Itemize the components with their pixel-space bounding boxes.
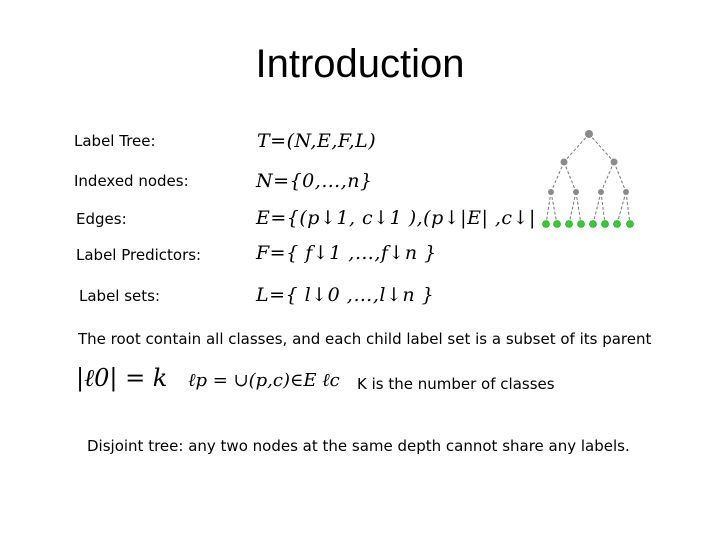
indexed-nodes-label: Indexed nodes: bbox=[74, 172, 189, 190]
edges-formula: E={(p↓1, c↓1 ),(p↓|E| ,c↓| bbox=[256, 207, 536, 229]
root-size-formula: |ℓ0| = k bbox=[76, 364, 168, 392]
label-tree-formula: T=(N,E,F,L) bbox=[257, 130, 377, 152]
indexed-nodes-formula: N={0,…,n} bbox=[256, 170, 373, 192]
label-tree-diagram-icon bbox=[536, 124, 646, 234]
tree-internal-nodes bbox=[548, 130, 629, 195]
label-sets-formula: L={ l↓0 ,…,l↓n } bbox=[256, 284, 435, 306]
classes-note: K is the number of classes bbox=[357, 375, 555, 393]
tree-edges bbox=[546, 134, 630, 224]
label-predictors-formula: F={ f↓1 ,…,f↓n } bbox=[256, 242, 437, 264]
label-tree-label: Label Tree: bbox=[74, 132, 156, 150]
slide-title: Introduction bbox=[255, 42, 465, 86]
tree-leaf-nodes bbox=[543, 221, 634, 228]
label-predictors-label: Label Predictors: bbox=[76, 246, 202, 264]
parent-union-formula: ℓp = ∪(p,c)∈E ℓc bbox=[188, 370, 340, 391]
root-statement: The root contain all classes, and each child label set is a subset of its parent bbox=[78, 330, 652, 348]
disjoint-tree-note: Disjoint tree: any two nodes at the same depth cannot share any labels. bbox=[87, 437, 630, 455]
edges-label: Edges: bbox=[76, 210, 127, 228]
label-sets-label: Label sets: bbox=[79, 287, 161, 305]
